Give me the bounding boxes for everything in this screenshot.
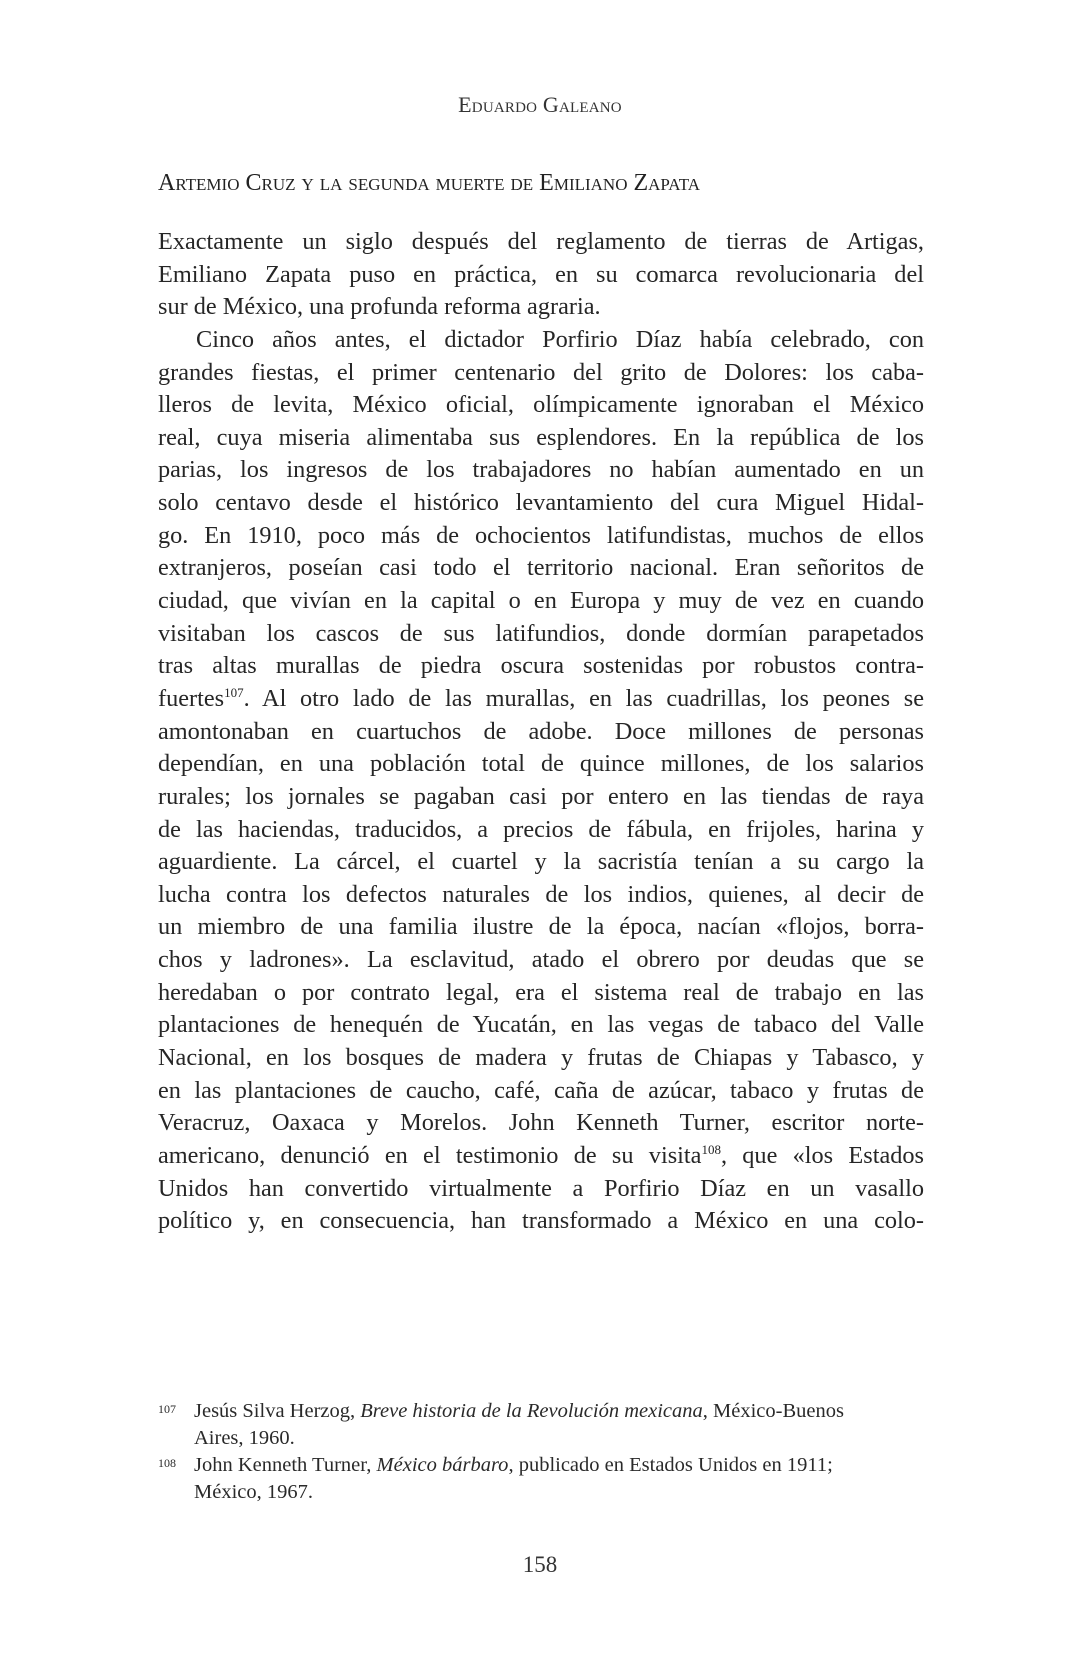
body-line: Nacional, en los bosques de madera y frutas de Chiapas y Tabasco, y — [158, 1044, 924, 1072]
body-line: lleros de levita, México oficial, olímpicamente ignoraban el México — [158, 391, 924, 419]
body-line: Cinco años antes, el dictador Porfirio Díaz había celebrado, con — [196, 325, 924, 353]
footnote-line: México, 1967. — [194, 1481, 313, 1503]
body-line: fuertes$^{107}$. Al otro lado de las murallas, en las cuadrillas, los peones se — [158, 684, 924, 712]
body-line: ciudad, que vivían en la capital o en Europa y muy de vez en cuando — [158, 587, 924, 615]
body-text — [158, 226, 924, 1238]
body-line: Exactamente un siglo después del reglamento de tierras de Artigas, — [158, 228, 924, 255]
chapter-title: Artemio Cruz y la segunda muerte de Emiliano Zapata — [158, 170, 701, 196]
footnote-book-title: México bárbaro — [376, 1454, 509, 1476]
body-line: go. En 1910, poco más de ochocientos latifundistas, muchos de ellos — [158, 521, 924, 549]
body-line: político y, en consecuencia, han transformado a México en una colo- — [158, 1207, 924, 1235]
footnote-reference: 108 — [701, 1141, 721, 1157]
body-line: dependían, en una población total de quince millones, de los salarios — [158, 750, 924, 778]
footnote-line: John Kenneth Turner, México bárbaro, publicado en Estados Unidos en 1911; — [194, 1454, 833, 1476]
footnote-107 — [158, 1398, 924, 1452]
body-line: solo centavo desde el histórico levantamiento del cura Miguel Hidal- — [158, 489, 924, 517]
body-line: Emiliano Zapata puso en práctica, en su comarca revolucionaria del — [158, 260, 924, 288]
footnote-reference: 107 — [224, 684, 244, 700]
body-line: aguardiente. La cárcel, el cuartel y la sacristía tenían a su cargo la — [158, 848, 924, 876]
page-number: 158 — [522, 1552, 558, 1577]
body-line: amontonaban en cuartuchos de adobe. Doce millones de personas — [158, 717, 924, 745]
body-line: grandes fiestas, el primer centenario del grito de Dolores: los caba- — [158, 358, 924, 386]
body-line: parias, los ingresos de los trabajadores no habían aumentado en un — [158, 456, 924, 484]
body-line: extranjeros, poseían casi todo el territorio nacional. Eran señoritos de — [158, 554, 924, 582]
body-line: en las plantaciones de caucho, café, caña de azúcar, tabaco y frutas de — [158, 1076, 924, 1104]
body-line: Veracruz, Oaxaca y Morelos. John Kenneth Turner, escritor norte- — [158, 1109, 924, 1137]
body-line: plantaciones de henequén de Yucatán, en las vegas de tabaco del Valle — [158, 1011, 924, 1039]
body-line: tras altas murallas de piedra oscura sostenidas por robustos contra- — [158, 652, 924, 680]
body-line: Unidos han convertido virtualmente a Porfirio Díaz en un vasallo — [158, 1174, 924, 1202]
footnotes — [158, 1398, 924, 1506]
body-line: sur de México, una profunda reforma agraria. — [158, 293, 601, 321]
body-line: rurales; los jornales se pagaban casi por entero en las tiendas de raya — [158, 782, 924, 810]
footnote-number: 108 — [158, 1456, 176, 1470]
footnote-108 — [158, 1452, 924, 1506]
footnote-line: Jesús Silva Herzog, Breve historia de la Revolución mexicana, México-Buenos — [194, 1400, 844, 1422]
footnote-line: Aires, 1960. — [194, 1427, 295, 1449]
body-line: real, cuya miseria alimentaba sus esplendores. En la república de los — [158, 423, 924, 451]
body-line: heredaban o por contrato legal, era el sistema real de trabajo en las — [158, 978, 924, 1006]
body-line: lucha contra los defectos naturales de los indios, quienes, al decir de — [158, 880, 924, 908]
running-head-author: Eduardo Galeano — [458, 92, 622, 117]
body-line: de las haciendas, traducidos, a precios de fábula, en frijoles, harina y — [158, 815, 924, 843]
body-line: americano, denunció en el testimonio de su visita$^{108}$, que «los Estados — [158, 1141, 924, 1169]
body-line: un miembro de una familia ilustre de la época, nacían «flojos, borra- — [158, 913, 924, 941]
body-line: chos y ladrones». La esclavitud, atado el obrero por deudas que se — [158, 946, 924, 974]
body-line: visitaban los cascos de sus latifundios, donde dormían parapetados — [158, 619, 924, 647]
footnote-number: 107 — [158, 1402, 176, 1416]
footnote-book-title: Breve historia de la Revolución mexicana — [360, 1400, 703, 1422]
